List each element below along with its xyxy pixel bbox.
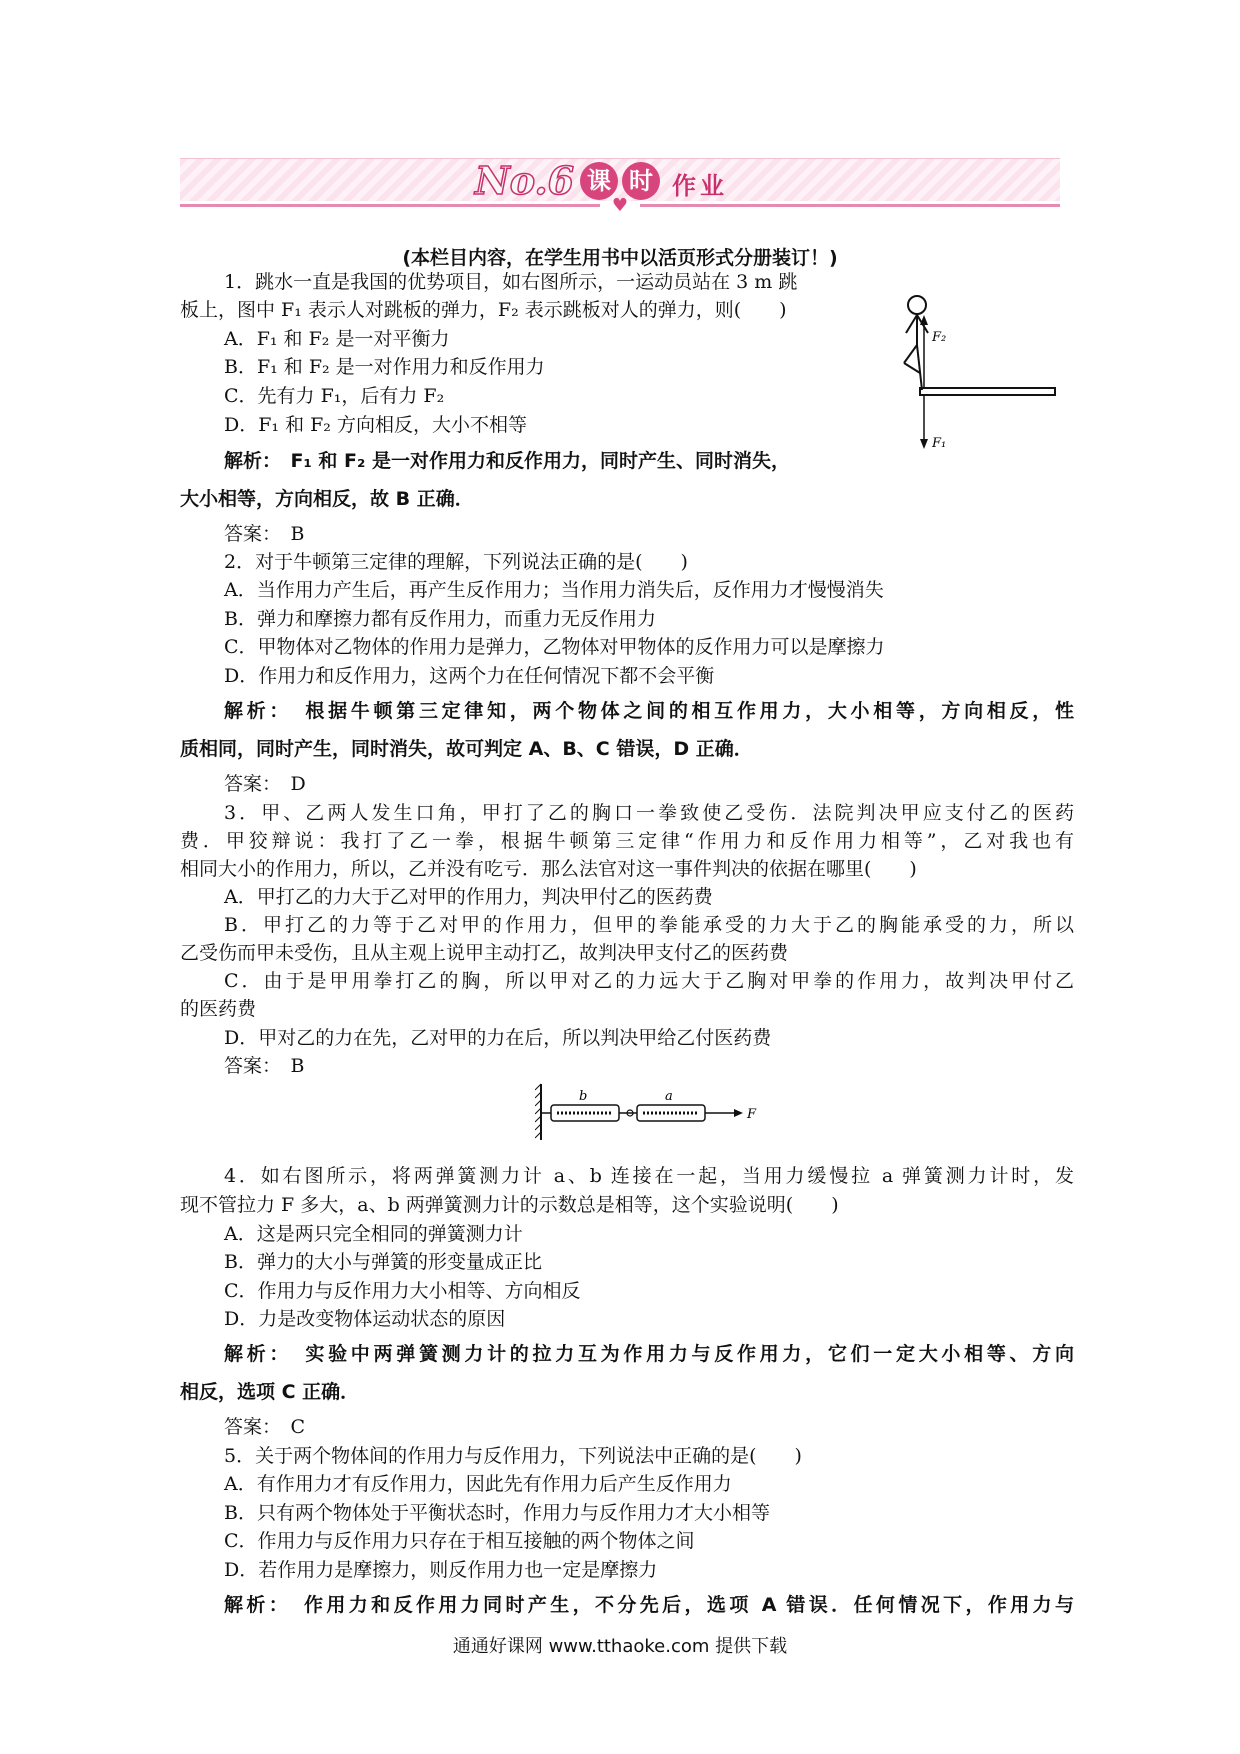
f1-label: F₁ <box>932 436 947 451</box>
q4-answer: 答案： C <box>224 1416 306 1438</box>
q4-stem-line2: 现不管拉力 F 多大，a、b 两弹簧测力计的示数总是相等，这个实验说明( ) <box>180 1194 839 1216</box>
q1-answer: 答案： B <box>224 523 305 545</box>
q3-stem-line2: 费．甲狡辩说：我打了乙一拳，根据牛顿第三定律“作用力和反作用力相等”，乙对我也有 <box>180 830 1074 852</box>
springboard <box>920 388 1055 395</box>
q2-analysis-line2: 质相同，同时产生，同时消失，故可判定 A、B、C 错误，D 正确． <box>180 738 753 760</box>
q1-analysis-line2: 大小相等，方向相反，故 B 正确． <box>180 488 474 510</box>
q4-analysis-line1: 解析： 实验中两弹簧测力计的拉力互为作用力与反作用力，它们一定大小相等、方向 <box>224 1343 1074 1365</box>
q5-option-a: A．有作用力才有反作用力，因此先有作用力后产生反作用力 <box>224 1473 732 1495</box>
banner-divider-left <box>180 204 600 207</box>
q1-stem-line1: 1．跳水一直是我国的优势项目，如右图所示，一运动员站在 3 m 跳 <box>224 271 798 293</box>
q4-option-b: B．弹力的大小与弹簧的形变量成正比 <box>224 1251 542 1273</box>
diver-figure <box>880 285 1060 455</box>
f2-label: F₂ <box>932 330 947 345</box>
banner-char-2: 时 <box>622 162 660 200</box>
banner-char-1: 课 <box>580 162 618 200</box>
q1-option-c: C．先有力 F₁，后有力 F₂ <box>224 385 445 407</box>
diver-head <box>908 296 926 314</box>
q4-option-c: C．作用力与反作用力大小相等、方向相反 <box>224 1280 581 1302</box>
q1-analysis-line1: 解析： F₁ 和 F₂ 是一对作用力和反作用力，同时产生、同时消失， <box>224 450 790 472</box>
q3-stem-line1: 3．甲、乙两人发生口角，甲打了乙的胸口一拳致使乙受伤．法院判决甲应支付乙的医药 <box>224 802 1074 824</box>
q4-stem-line1: 4．如右图所示，将两弹簧测力计 a、b 连接在一起，当用力缓慢拉 a 弹簧测力计时，发 <box>224 1165 1074 1187</box>
q2-analysis-line1: 解析： 根据牛顿第三定律知，两个物体之间的相互作用力，大小相等，方向相反，性 <box>224 700 1074 722</box>
banner-word: 作业 <box>672 172 728 200</box>
binding-notice: (本栏目内容，在学生用书中以活页形式分册装订！) <box>402 247 838 269</box>
q2-answer: 答案： D <box>224 773 306 795</box>
q5-option-c: C．作用力与反作用力只存在于相互接触的两个物体之间 <box>224 1530 695 1552</box>
q5-option-b: B．只有两个物体处于平衡状态时，作用力与反作用力才大小相等 <box>224 1502 770 1524</box>
q3-option-c-line2: 的医药费 <box>180 998 257 1020</box>
q3-option-a: A．甲打乙的力大于乙对甲的作用力，判决甲付乙的医药费 <box>224 886 713 908</box>
q2-option-b: B．弹力和摩擦力都有反作用力，而重力无反作用力 <box>224 608 656 630</box>
q2-option-d: D．作用力和反作用力，这两个力在任何情况下都不会平衡 <box>224 665 715 687</box>
q3-answer: 答案： B <box>224 1055 305 1077</box>
q2-option-a: A．当作用力产生后，再产生反作用力；当作用力消失后，反作用力才慢慢消失 <box>224 579 884 601</box>
q1-stem-line2: 板上，图中 F₁ 表示人对跳板的弹力，F₂ 表示跳板对人的弹力，则( ) <box>180 299 787 321</box>
q5-option-d: D．若作用力是摩擦力，则反作用力也一定是摩擦力 <box>224 1559 658 1581</box>
q1-option-b: B．F₁ 和 F₂ 是一对作用力和反作用力 <box>224 356 545 378</box>
q4-analysis-line2: 相反，选项 C 正确． <box>180 1381 360 1403</box>
lesson-banner <box>180 148 1060 218</box>
q4-option-a: A．这是两只完全相同的弹簧测力计 <box>224 1223 523 1245</box>
force-label: F <box>747 1107 757 1122</box>
q3-option-c-line1: C．由于是甲用拳打乙的胸，所以甲对乙的力远大于乙胸对甲拳的作用力，故判决甲付乙 <box>224 970 1074 992</box>
q2-option-c: C．甲物体对乙物体的作用力是弹力，乙物体对甲物体的反作用力可以是摩擦力 <box>224 636 885 658</box>
scale-a-label: a <box>665 1089 673 1104</box>
q5-analysis-line1: 解析： 作用力和反作用力同时产生，不分先后，选项 A 错误．任何情况下，作用力与 <box>224 1594 1074 1616</box>
q3-stem-line3: 相同大小的作用力，所以，乙并没有吃亏．那么法官对这一事件判决的依据在哪里( ) <box>180 858 917 880</box>
q3-option-b-line2: 乙受伤而甲未受伤，且从主观上说甲主动打乙，故判决甲支付乙的医药费 <box>180 942 789 964</box>
q4-option-d: D．力是改变物体运动状态的原因 <box>224 1308 506 1330</box>
scale-b-label: b <box>579 1089 588 1104</box>
q1-option-a: A．F₁ 和 F₂ 是一对平衡力 <box>224 328 450 350</box>
banner-divider-right <box>640 204 1060 207</box>
q3-option-d: D．甲对乙的力在先，乙对甲的力在后，所以判决甲给乙付医药费 <box>224 1027 772 1049</box>
lesson-number: No.6 <box>475 158 575 203</box>
heart-icon: ♥ <box>611 195 629 216</box>
q5-stem: 5．关于两个物体间的作用力与反作用力，下列说法中正确的是( ) <box>224 1445 802 1467</box>
q1-option-d: D．F₁ 和 F₂ 方向相反，大小不相等 <box>224 414 527 436</box>
q2-stem: 2．对于牛顿第三定律的理解，下列说法正确的是( ) <box>224 551 688 573</box>
q3-option-b-line1: B．甲打乙的力等于乙对甲的作用力，但甲的拳能承受的力大于乙的胸能承受的力，所以 <box>224 914 1074 936</box>
download-footer: 通通好课网 www.tthaoke.com 提供下载 <box>452 1636 788 1657</box>
spring-scales-figure <box>535 1080 765 1144</box>
